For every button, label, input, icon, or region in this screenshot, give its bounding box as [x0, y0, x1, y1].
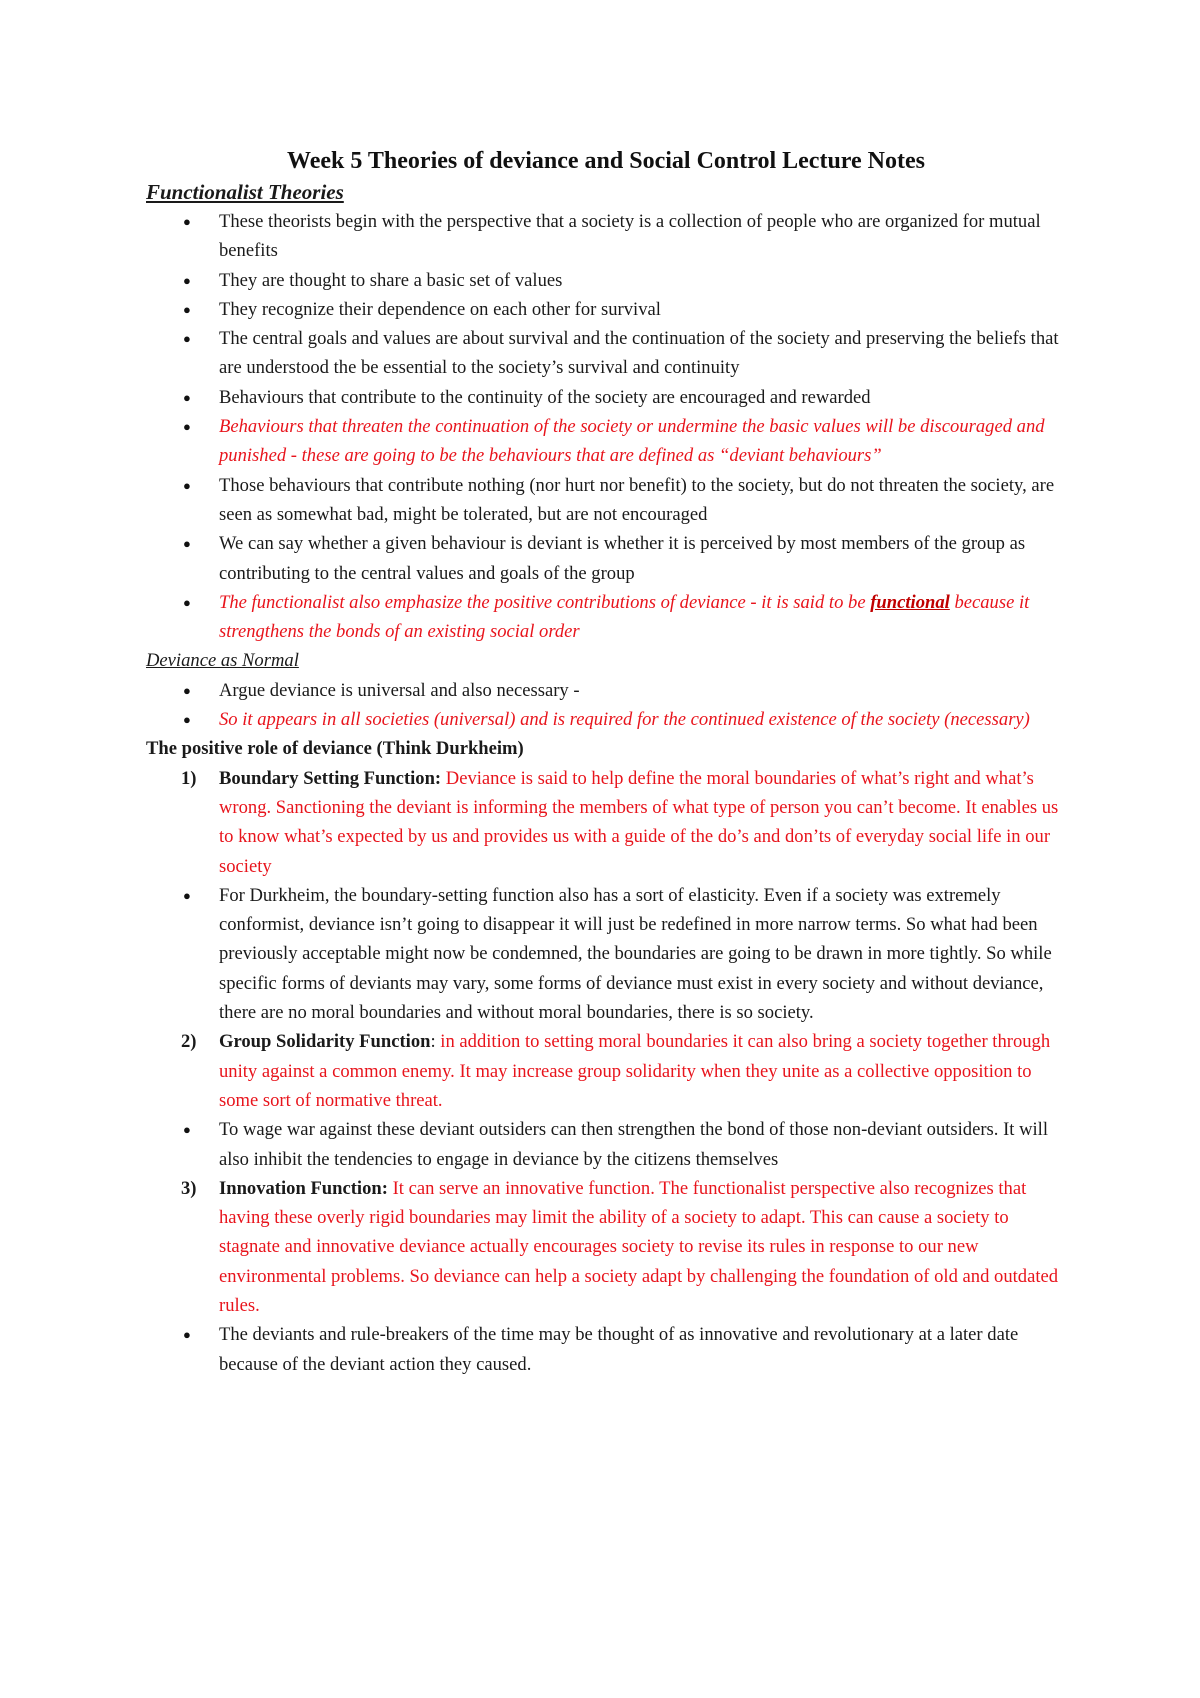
item-text: It can serve an innovative function. The functionalist perspective also recognizes that having these overly rigid boundaries may limit the ability of a society to adapt. This can cause a society to stagnate and innovative deviance actually encourages society to revise its rules in response to our new environmental problems. So deviance can help a society adapt by challenging the foundation of old and outdated rules.	[219, 1177, 1059, 1316]
positive-role-heading: The positive role of deviance (Think Durkheim)	[146, 738, 524, 760]
item-label: Innovation Function:	[219, 1177, 388, 1199]
item-number: 1)	[181, 767, 197, 789]
item-text: Deviance is said to help define the moral boundaries of what’s right and what’s wrong. Sanctioning the deviant is informing the members of what type of person you can’t become. It enables us to know what’s expected by us and provides us with a guide of the do’s and don’ts of everyday social life in our society	[219, 767, 1059, 877]
list-item-highlighted	[146, 588, 1066, 647]
item-number: 2)	[181, 1031, 197, 1053]
numbered-item-solidarity	[146, 1027, 1066, 1115]
item-label: Boundary Setting Function:	[219, 767, 442, 789]
list-item-highlighted: ● Behaviours that threaten the continuation of the society or undermine the basic values will be discouraged and punished - these are going to be the behaviours that are defined as “deviant behaviours”	[146, 412, 1066, 471]
list-item: ● Those behaviours that contribute nothing (nor hurt nor benefit) to the society, but do not threaten the society, are seen as somewhat bad, might be tolerated, but are not encouraged	[146, 471, 1066, 530]
list-item-highlighted: ● So it appears in all societies (universal) and is required for the continued existence of the society (necessary)	[146, 705, 1066, 734]
item-colon: :	[430, 1031, 436, 1053]
document-title: Week 5 Theories of deviance and Social Control Lecture Notes	[287, 148, 925, 174]
list-item: ● The deviants and rule-breakers of the time may be thought of as innovative and revolutionary at a later date because of the deviant action they caused.	[146, 1320, 1066, 1379]
numbered-item-innovation	[146, 1174, 1066, 1320]
functionalist-list	[146, 207, 1066, 646]
list-item: ● They are thought to share a basic set of values	[146, 266, 1066, 295]
functional-text-part1: The functionalist also emphasize the positive contributions of deviance - it is said to be	[219, 591, 871, 613]
deviance-normal-list	[146, 676, 1066, 735]
list-item: ● The central goals and values are about survival and the continuation of the society and preserving the beliefs that are understood the be essential to the society’s survival and continuity	[146, 324, 1066, 383]
item-text: in addition to setting moral boundaries it can also bring a society together through unity against a common enemy. It may increase group solidarity when they unite as a collective opposition to some sort of normative threat.	[219, 1031, 1051, 1111]
list-item: ● We can say whether a given behaviour is deviant is whether it is perceived by most members of the group as contributing to the central values and goals of the group	[146, 529, 1066, 588]
functionalist-heading: Functionalist Theories	[146, 180, 344, 204]
list-item: ● These theorists begin with the perspective that a society is a collection of people who are organized for mutual benefits	[146, 207, 1066, 266]
functional-emphasis: functional	[870, 591, 950, 613]
innovation-list	[146, 1174, 1066, 1320]
list-item: ● Behaviours that contribute to the continuity of the society are encouraged and rewarded	[146, 383, 1066, 412]
solidarity-notes	[146, 1115, 1066, 1174]
solidarity-list	[146, 1027, 1066, 1115]
list-item: ● Argue deviance is universal and also necessary -	[146, 676, 1066, 705]
positive-role-list	[146, 764, 1066, 881]
item-number: 3)	[181, 1177, 197, 1199]
document-page	[146, 145, 1066, 1379]
item-label: Group Solidarity Function	[219, 1031, 431, 1053]
list-item: ● To wage war against these deviant outsiders can then strengthen the bond of those non-deviant outsiders. It will also inhibit the tendencies to engage in deviance by the citizens themselves	[146, 1115, 1066, 1174]
innovation-notes	[146, 1320, 1066, 1379]
deviance-normal-heading: Deviance as Normal	[146, 650, 299, 672]
list-item: ● For Durkheim, the boundary-setting function also has a sort of elasticity. Even if a society was extremely conformist, deviance isn’t going to disappear it will just be redefined in more narrow terms. So what had been previously acceptable might now be condemned, the boundaries are going to be drawn in more tightly. So while specific forms of deviants may vary, some forms of deviance must exist in every society and without deviance, there are no moral boundaries and without moral boundaries, there is so society.	[146, 881, 1066, 1027]
numbered-item-boundary	[146, 764, 1066, 881]
functional-text-part2: because it strengthens the bonds of an existing social order	[219, 591, 1030, 643]
list-item: ● They recognize their dependence on each other for survival	[146, 295, 1066, 324]
boundary-notes	[146, 881, 1066, 1027]
